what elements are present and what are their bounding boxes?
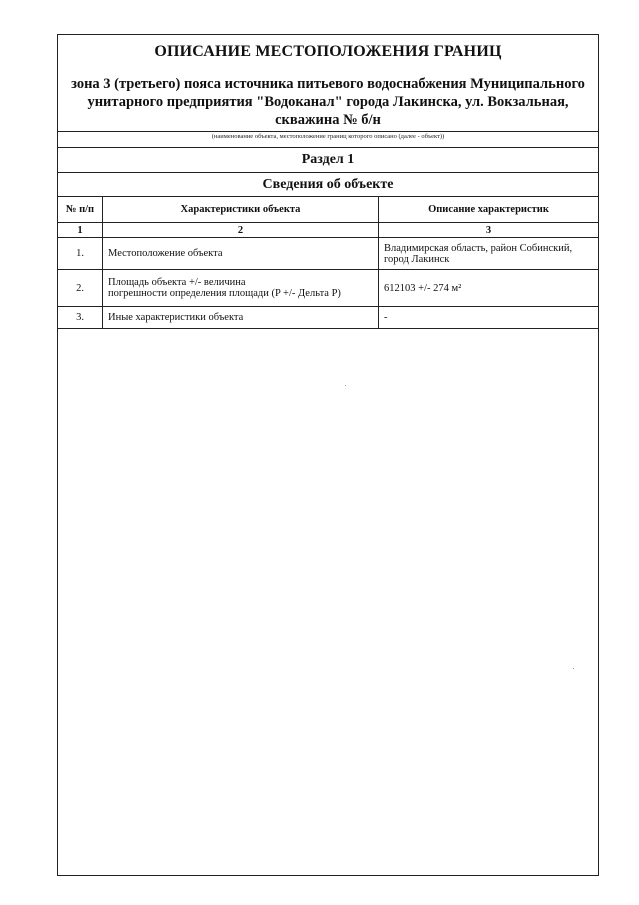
- row-description: 612103 +/- 274 м²: [379, 270, 599, 307]
- object-name-line-3: скважина № б/н: [275, 112, 381, 128]
- divider-line: [58, 172, 598, 173]
- object-name-underline: [58, 131, 598, 132]
- object-name-caption: (наименование объекта, местоположение границ которого описано (далее - объект)): [211, 133, 445, 140]
- object-info-table: [57, 196, 599, 329]
- header-characteristic: Характеристики объекта: [103, 197, 379, 223]
- row-description: [379, 238, 599, 270]
- row-description-line: город Лакинск: [384, 253, 450, 265]
- row-characteristic-line: Площадь объекта +/- величина: [108, 277, 246, 288]
- row-description-line: Владимирская область, район Собинский,: [384, 242, 573, 254]
- section-label: Раздел 1: [301, 152, 355, 167]
- header-num: № п/п: [58, 197, 103, 223]
- row-number: 1.: [58, 238, 103, 270]
- table-header-row: [58, 197, 599, 223]
- row-characteristic: Местоположение объекта: [103, 238, 379, 270]
- table-row: [58, 270, 599, 307]
- row-characteristic: [103, 270, 379, 307]
- object-name: [58, 75, 598, 129]
- object-name-line-1: зона 3 (третьего) пояса источника питьевого водоснабжения Муниципального: [71, 76, 585, 92]
- scan-speck: [345, 385, 346, 386]
- row-characteristic-line: погрешности определения площади (P +/- Дельта P): [108, 288, 341, 299]
- row-characteristic: Иные характеристики объекта: [103, 307, 379, 329]
- column-number: 3: [379, 223, 599, 238]
- document-title: ОПИСАНИЕ МЕСТОПОЛОЖЕНИЯ ГРАНИЦ: [154, 43, 502, 60]
- table-row: [58, 238, 599, 270]
- row-number: 3.: [58, 307, 103, 329]
- section-subtitle: Сведения об объекте: [262, 177, 394, 192]
- divider-line: [58, 147, 598, 148]
- row-number: 2.: [58, 270, 103, 307]
- column-number: 2: [103, 223, 379, 238]
- object-name-line-2: унитарного предприятия "Водоканал" города Лакинска, ул. Вокзальная,: [87, 94, 569, 110]
- table-column-numbers-row: [58, 223, 599, 238]
- header-description: Описание характеристик: [379, 197, 599, 223]
- document-frame: [57, 34, 599, 876]
- row-description: -: [379, 307, 599, 329]
- column-number: 1: [58, 223, 103, 238]
- table-row: [58, 307, 599, 329]
- scan-speck: [573, 668, 574, 669]
